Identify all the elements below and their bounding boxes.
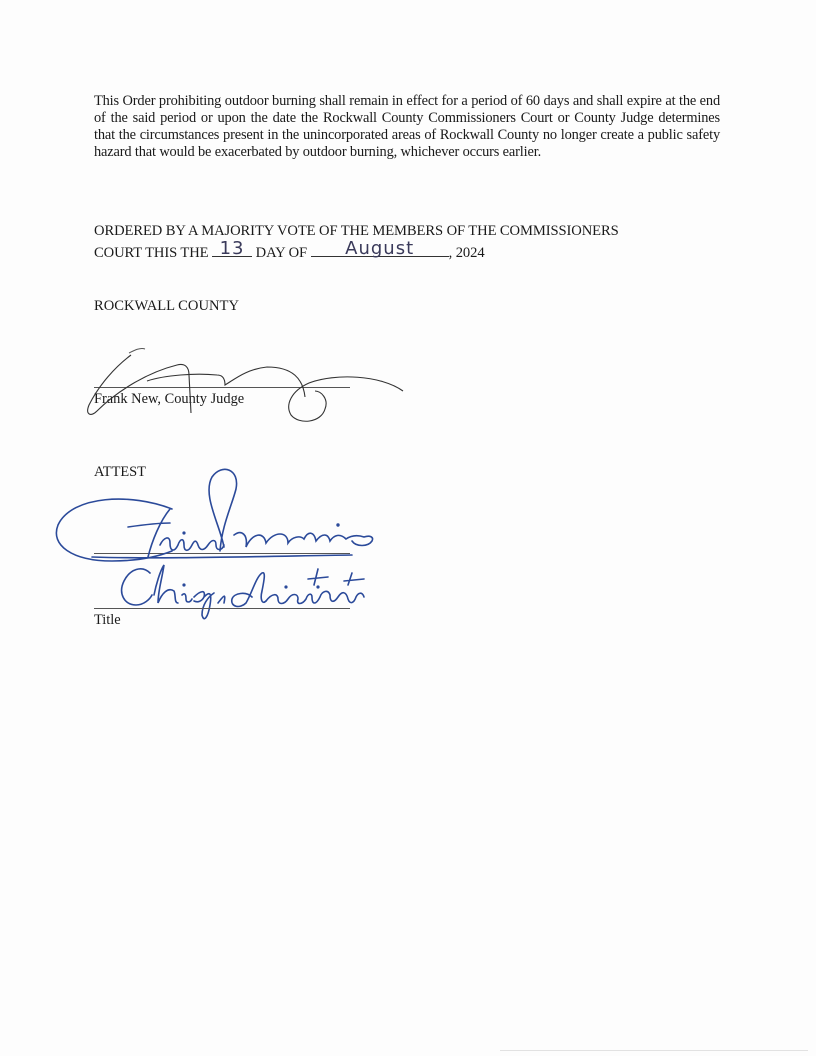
attest-heading: ATTEST: [94, 464, 146, 480]
county-name: ROCKWALL COUNTY: [94, 298, 239, 314]
month-blank: [311, 240, 449, 257]
body-paragraph: This Order prohibiting outdoor burning shall remain in effect for a period of 60 days and shall expire at the end of the said period or upon the date the Rockwall County Commissioners Court or County Judge determines that the circumstances present in the unincorporated areas of Rockwall County no longer create a public safety hazard that would be exacerbated by outdoor burning, whichever occurs earlier.: [94, 93, 720, 160]
order-suffix: , 2024: [448, 245, 485, 261]
order-line-2: [94, 240, 714, 262]
order-prefix: COURT THIS THE: [94, 245, 209, 261]
judge-signer-label: Frank New, County Judge: [94, 391, 245, 407]
page-edge-line: [500, 1050, 808, 1051]
day-blank: [212, 240, 252, 257]
title-line: [94, 608, 350, 609]
title-label: Title: [94, 612, 121, 628]
order-line-1: ORDERED BY A MAJORITY VOTE OF THE MEMBERS OF THE COMMISSIONERS: [94, 223, 619, 239]
attest-signature: [52, 465, 392, 625]
judge-signature: [85, 345, 405, 425]
order-mid: DAY OF: [255, 245, 308, 261]
month-value: August: [345, 238, 415, 259]
day-value: 13: [219, 238, 245, 259]
order-statement: [94, 222, 714, 262]
